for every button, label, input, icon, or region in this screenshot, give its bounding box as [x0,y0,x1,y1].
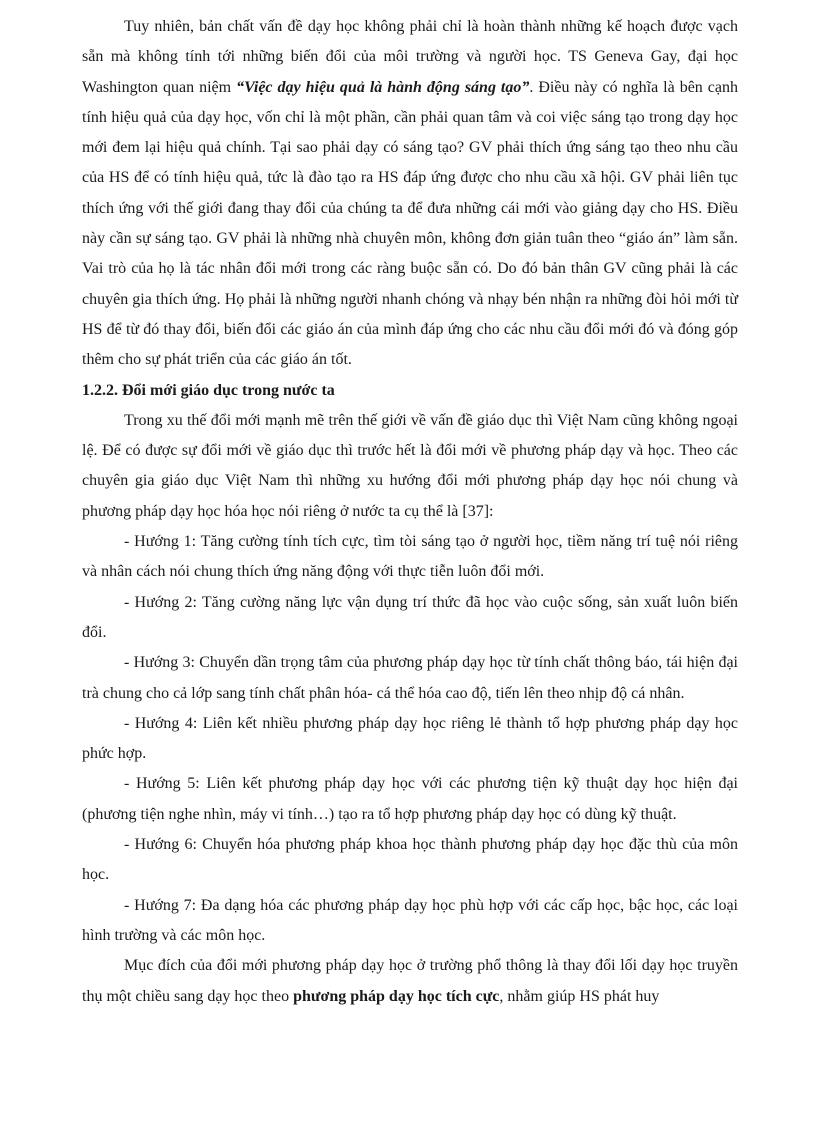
trend-item-7: - Hướng 7: Đa dạng hóa các phương pháp dạy học phù hợp với các cấp học, bậc học, các loại hình trường và các môn học. [82,896,738,944]
trend-item-6: - Hướng 6: Chuyển hóa phương pháp khoa học thành phương pháp dạy học đặc thù của môn học. [82,836,738,884]
trend-item-3: - Hướng 3: Chuyển dần trọng tâm của phương pháp dạy học từ tính chất thông báo, tái hiện đại trà chung cho cả lớp sang tính chất phân hóa- cá thể hóa cao độ, tiến lên theo nhịp độ cá nhân. [82,654,738,702]
paragraph-reform-intro: Trong xu thế đổi mới mạnh mẽ trên thế giới về vấn đề giáo dục thì Việt Nam cũng không ngoại lệ. Để có được sự đổi mới về giáo dục thì trước hết là đổi mới về phương pháp dạy và học. Theo các chuyên gia giáo dục Việt Nam thì những xu hướng đổi mới phương pháp dạy học nói chung và phương pháp dạy học hóa học nói riêng ở nước ta cụ thể là [37]: [82,411,738,520]
paragraph-text: , nhằm giúp HS phát huy [499,987,660,1005]
paragraph-purpose [82,951,738,1012]
paragraph-text: Mục đích của đổi mới phương pháp dạy học ở trường phổ thông là thay đổi lối dạy học truyền thụ một chiều sang dạy học theo [82,957,738,1005]
quote-text: “Việc dạy hiệu quả là hành động sáng tạo” [236,78,530,96]
paragraph-creative-teaching [82,12,738,376]
trend-item-1: - Hướng 1: Tăng cường tính tích cực, tìm tòi sáng tạo ở người học, tiềm năng trí tuệ nói riêng và nhân cách nói chung thích ứng năng động với thực tiễn luôn đổi mới. [82,533,738,581]
bold-term: phương pháp dạy học tích cực [293,987,500,1005]
paragraph-text: . Điều này có nghĩa là bên cạnh tính hiệu quả của dạy học, vốn chỉ là một phần, cần phải quan tâm và coi việc sáng tạo trong dạy học mới đem lại hiệu quả chính. Tại sao phải dạy có sáng tạo? GV phải thích ứng sáng tạo theo nhu cầu của HS để có tính hiệu quả, tức là đào tạo ra HS đáp ứng được cho nhu cầu xã hội. GV phải liên tục thích ứng với thế giới đang thay đổi của chúng ta để đưa những cái mới vào giảng dạy cho HS. Điều này cần sự sáng tạo. GV phải là những nhà chuyên môn, không đơn giản tuân theo “giáo án” làm sẵn. Vai trò của họ là tác nhân đổi mới trong các ràng buộc sẵn có. Do đó bản thân GV cũng phải là các chuyên gia thích ứng. Họ phải là những người nhanh chóng và nhạy bén nhận ra những đòi hỏi mới từ HS để từ đó thay đổi, biến đổi các giáo án của mình đáp ứng cho các nhu cầu đổi mới đó và đóng góp thêm cho sự phát triển của các giáo án tốt. [82,78,739,369]
trend-item-2: - Hướng 2: Tăng cường năng lực vận dụng trí thức đã học vào cuộc sống, sản xuất luôn biến đổi. [82,593,738,641]
paragraph-text: Tuy nhiên, bản chất vấn đề dạy học không phải chỉ là hoàn thành những kế hoạch được vạch sẵn mà không tính tới những biến đổi của môi trường và người học. TS Geneva Gay, đại học Washington quan niệm [82,18,738,96]
trend-item-5: - Hướng 5: Liên kết phương pháp dạy học với các phương tiện kỹ thuật dạy học hiện đại (phương tiện nghe nhìn, máy vi tính…) tạo ra tổ hợp phương pháp dạy học có dùng kỹ thuật. [82,775,738,823]
trend-item-4: - Hướng 4: Liên kết nhiều phương pháp dạy học riêng lẻ thành tổ hợp phương pháp dạy học phức hợp. [82,714,738,763]
document-page [82,12,738,1012]
section-heading: 1.2.2. Đổi mới giáo dục trong nước ta [82,381,335,399]
